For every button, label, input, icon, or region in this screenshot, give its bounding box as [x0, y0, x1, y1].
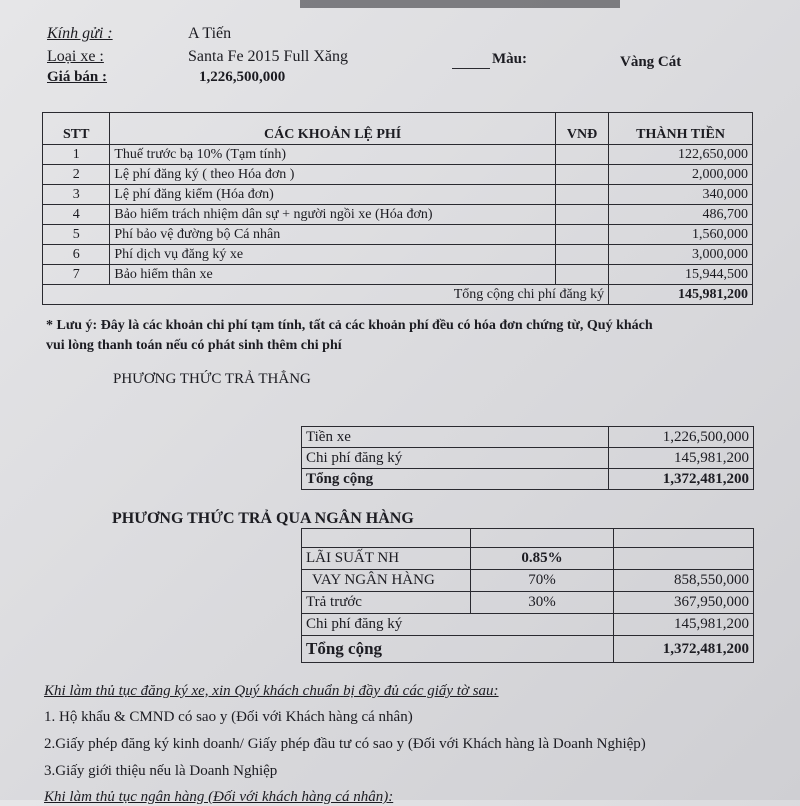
row-amount: 15,944,500 [609, 265, 753, 285]
row-stt: 1 [43, 145, 110, 165]
row-vnd [555, 165, 608, 185]
table-row [302, 427, 754, 448]
bank-spacer-row [302, 529, 754, 548]
bank-reg-value: 145,981,200 [614, 614, 754, 636]
row-fee-name: Bảo hiểm thân xe [110, 265, 556, 285]
cut-off-title-strip [300, 0, 620, 8]
loan-label: VAY NGÂN HÀNG [302, 570, 471, 592]
car-label: Loại xe : [47, 48, 104, 65]
row-stt: 4 [43, 205, 110, 225]
documents-heading: Khi làm thủ tục đăng ký xe, xin Quý khách chuẩn bị đầy đủ các giấy tờ sau: [44, 683, 499, 699]
row-stt: 2 [43, 165, 110, 185]
recipient-value: A Tiến [188, 25, 232, 42]
loan-percent: 70% [471, 570, 614, 592]
row-vnd [555, 265, 608, 285]
row-vnd [555, 205, 608, 225]
bank-interest-row [302, 548, 754, 570]
documents-item-1: 1. Hộ khẩu & CMND có sao y (Đối với Khách hàng cá nhân) [44, 709, 413, 725]
row-stt: 7 [43, 265, 110, 285]
fees-table [42, 112, 753, 305]
bank-payment-table [301, 528, 754, 663]
interest-value: 0.85% [471, 548, 614, 570]
color-value: Vàng Cát [620, 54, 682, 70]
straight-total-label: Tổng cộng [302, 469, 609, 490]
bank-total-label: Tổng cộng [302, 636, 614, 663]
row-amount: 122,650,000 [609, 145, 753, 165]
fees-header-row [43, 113, 753, 145]
row-vnd [555, 185, 608, 205]
row-fee-name: Thuế trước bạ 10% (Tạm tính) [110, 145, 556, 165]
loan-value: 858,550,000 [614, 570, 754, 592]
fees-total-row [43, 285, 753, 305]
prepay-percent: 30% [471, 592, 614, 614]
interest-label: LÃI SUẤT NH [302, 548, 471, 570]
col-fee-name: CÁC KHOẢN LỆ PHÍ [110, 113, 556, 145]
bank-loan-row [302, 570, 754, 592]
table-row [43, 245, 753, 265]
empty-cell [302, 529, 471, 548]
documents-item-2: 2.Giấy phép đăng ký kinh doanh/ Giấy phép đầu tư có sao y (Đối với Khách hàng là Doanh Nghiệp) [44, 736, 646, 752]
row-stt: 3 [43, 185, 110, 205]
empty-cell [614, 548, 754, 570]
bank-total-value: 1,372,481,200 [614, 636, 754, 663]
table-row [43, 185, 753, 205]
row-fee-name: Bảo hiểm trách nhiệm dân sự + người ngồi xe (Hóa đơn) [110, 205, 556, 225]
note-line-1: * Lưu ý: Đây là các khoản chi phí tạm tính, tất cả các khoản phí đều có hóa đơn chứng từ, Quý khách [46, 318, 653, 333]
row-vnd [555, 145, 608, 165]
row-vnd [555, 245, 608, 265]
straight-total-value: 1,372,481,200 [609, 469, 754, 490]
color-underline [452, 68, 490, 69]
col-amount: THÀNH TIỀN [609, 113, 753, 145]
note-line-2: vui lòng thanh toán nếu có phát sinh thêm chi phí [46, 338, 342, 353]
prepay-value: 367,950,000 [614, 592, 754, 614]
table-row [43, 225, 753, 245]
row-fee-name: Lệ phí đăng ký ( theo Hóa đơn ) [110, 165, 556, 185]
straight-row-value: 145,981,200 [609, 448, 754, 469]
straight-payment-title: PHƯƠNG THỨC TRẢ THẲNG [113, 371, 311, 387]
price-value: 1,226,500,000 [199, 69, 286, 85]
documents-heading-2: Khi làm thủ tục ngân hàng (Đối với khách hàng cá nhân): [44, 789, 394, 805]
recipient-label: Kính gửi : [47, 25, 113, 42]
row-fee-name: Lệ phí đăng kiểm (Hóa đơn) [110, 185, 556, 205]
bank-reg-label: Chi phí đăng ký [302, 614, 614, 636]
straight-total-row [302, 469, 754, 490]
bank-registration-row [302, 614, 754, 636]
price-label: Giá bán : [47, 69, 108, 85]
col-stt: STT [43, 113, 110, 145]
straight-row-label: Tiền xe [302, 427, 609, 448]
table-row [43, 145, 753, 165]
color-label: Màu: [492, 51, 527, 67]
row-amount: 340,000 [609, 185, 753, 205]
row-amount: 3,000,000 [609, 245, 753, 265]
row-amount: 2,000,000 [609, 165, 753, 185]
car-value: Santa Fe 2015 Full Xăng [188, 48, 348, 65]
empty-cell [471, 529, 614, 548]
row-amount: 1,560,000 [609, 225, 753, 245]
documents-item-3: 3.Giấy giới thiệu nếu là Doanh Nghiệp [44, 763, 278, 779]
row-stt: 5 [43, 225, 110, 245]
bank-prepay-row [302, 592, 754, 614]
empty-cell [614, 529, 754, 548]
row-stt: 6 [43, 245, 110, 265]
table-row [43, 205, 753, 225]
bank-payment-title: PHƯƠNG THỨC TRẢ QUA NGÂN HÀNG [112, 510, 414, 527]
col-vnd: VNĐ [555, 113, 608, 145]
row-vnd [555, 225, 608, 245]
straight-row-label: Chi phí đăng ký [302, 448, 609, 469]
straight-payment-table [301, 426, 754, 490]
row-amount: 486,700 [609, 205, 753, 225]
fees-total-label: Tổng cộng chi phí đăng ký [43, 285, 609, 305]
straight-row-value: 1,226,500,000 [609, 427, 754, 448]
bank-total-row [302, 636, 754, 663]
table-row [43, 165, 753, 185]
table-row [43, 265, 753, 285]
table-row [302, 448, 754, 469]
fees-total-value: 145,981,200 [609, 285, 753, 305]
row-fee-name: Phí bảo vệ đường bộ Cá nhân [110, 225, 556, 245]
row-fee-name: Phí dịch vụ đăng ký xe [110, 245, 556, 265]
prepay-label: Trả trước [302, 592, 471, 614]
